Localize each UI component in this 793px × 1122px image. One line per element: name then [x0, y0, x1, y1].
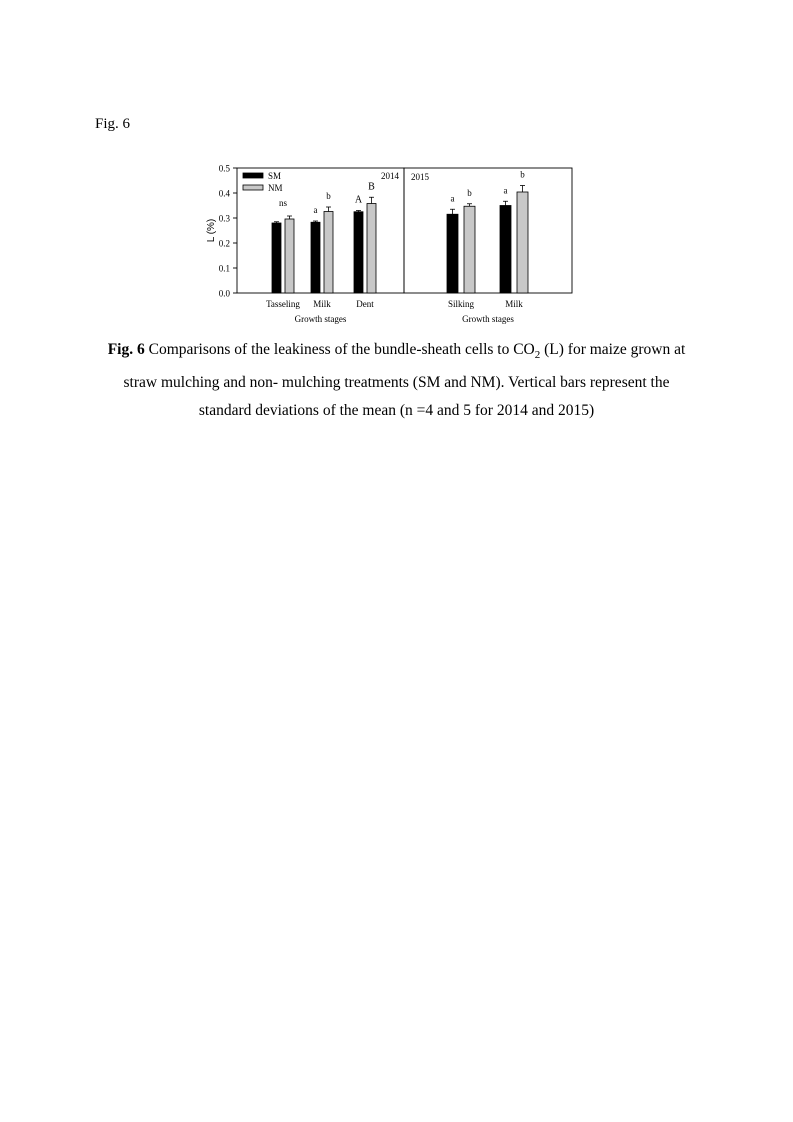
x-tick-label: Dent	[356, 299, 374, 309]
x-tick-label: Silking	[447, 299, 475, 309]
significance-label: b	[467, 187, 472, 198]
legend-label: SM	[268, 171, 282, 181]
bar-nm	[464, 206, 475, 293]
x-tick-label: Milk	[505, 299, 523, 309]
y-tick-label: 0.0	[218, 288, 230, 299]
bar-sm	[500, 206, 511, 294]
significance-label: b	[520, 169, 525, 180]
bar-nm	[324, 212, 333, 294]
caption-co2-subscript: 2	[534, 349, 541, 362]
x-tick-label: Milk	[313, 299, 331, 309]
x-tick-label: Tasseling	[266, 299, 300, 309]
bar-sm	[311, 222, 320, 293]
legend-swatch-sm	[243, 173, 263, 178]
y-tick-label: 0.5	[218, 163, 230, 174]
bar-sm	[272, 223, 281, 293]
significance-label: b	[326, 191, 331, 201]
caption-line1: Comparisons of the leakiness of the bundle-sheath cells to CO	[144, 341, 535, 358]
caption-line2: straw mulching and non- mulching treatments (SM and NM). Vertical bars represent the	[123, 374, 670, 392]
y-axis-title: L (%)	[206, 218, 217, 243]
bar-nm	[285, 219, 294, 293]
figure-caption	[70, 336, 723, 425]
x-axis-title: Growth stages	[294, 314, 347, 324]
figure-label: Fig. 6	[95, 116, 131, 132]
x-axis-title: Growth stages	[462, 314, 514, 324]
caption-line1-end: (L) for maize grown at	[540, 341, 686, 358]
significance-label: a	[450, 193, 455, 204]
significance-label: a	[503, 185, 508, 196]
bar-chart	[0, 0, 793, 340]
panel-title: 2014	[381, 171, 399, 181]
panel-title: 2015	[411, 172, 429, 182]
bar-sm	[354, 212, 363, 293]
significance-label: A	[354, 194, 363, 206]
y-tick-label: 0.2	[218, 238, 230, 249]
caption-bold-label: Fig. 6	[107, 341, 145, 358]
legend-swatch-nm	[243, 185, 263, 190]
significance-label: ns	[278, 198, 288, 208]
bar-nm	[517, 192, 528, 293]
y-tick-label: 0.3	[218, 213, 230, 224]
bar-nm	[367, 204, 376, 294]
significance-label: a	[313, 205, 318, 215]
legend-label: NM	[268, 183, 283, 193]
y-tick-label: 0.1	[218, 263, 230, 274]
panel-frame-2015	[404, 168, 572, 293]
y-tick-label: 0.4	[218, 188, 230, 199]
caption-line3: standard deviations of the mean (n =4 and 5 for 2014 and 2015)	[198, 402, 595, 420]
significance-label: B	[368, 181, 375, 193]
bar-sm	[447, 214, 458, 293]
